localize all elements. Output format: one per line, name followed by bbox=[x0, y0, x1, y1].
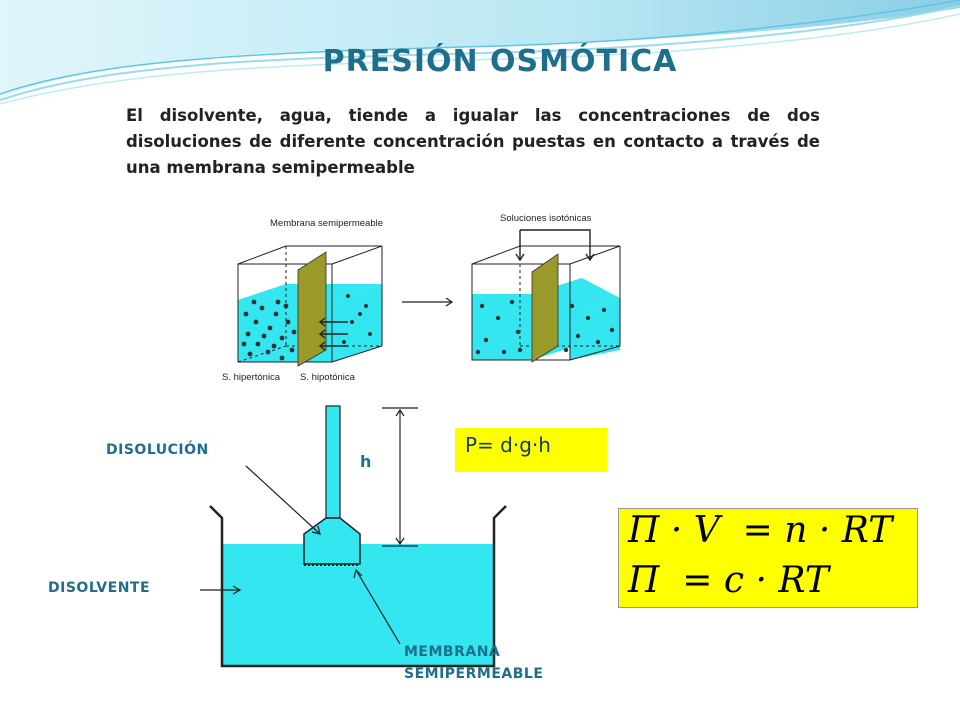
label-membrane-top: Membrana semipermeable bbox=[270, 218, 383, 229]
label-solvent: DISOLVENTE bbox=[48, 580, 151, 596]
label-solution: DISOLUCIÓN bbox=[106, 442, 209, 458]
page-title: PRESIÓN OSMÓTICA bbox=[322, 44, 678, 79]
membrane-cubes-diagram bbox=[220, 210, 650, 390]
label-hypotonic: S. hipotónica bbox=[300, 372, 355, 383]
intro-paragraph: El disolvente, agua, tiende a igualar las concentraciones de dos disoluciones de diferente concentración puestas en contacto a través de una membrana semipermeable bbox=[126, 106, 820, 177]
membrane-right bbox=[532, 254, 558, 362]
equation-line-2: Π = c · RT bbox=[628, 560, 829, 601]
solution-tube bbox=[326, 406, 340, 518]
equation-line-1: Π · V = n · RT bbox=[628, 510, 893, 551]
label-membrane-1: MEMBRANA bbox=[404, 644, 501, 660]
pressure-formula: P= d·g·h bbox=[465, 433, 551, 457]
label-hypertonic: S. hipertónica bbox=[222, 372, 281, 383]
label-membrane-2: SEMIPERMEABLE bbox=[404, 666, 544, 682]
label-isotonic: Soluciones isotónicas bbox=[500, 213, 592, 224]
label-h: h bbox=[360, 452, 372, 471]
membrane-left bbox=[298, 252, 326, 366]
